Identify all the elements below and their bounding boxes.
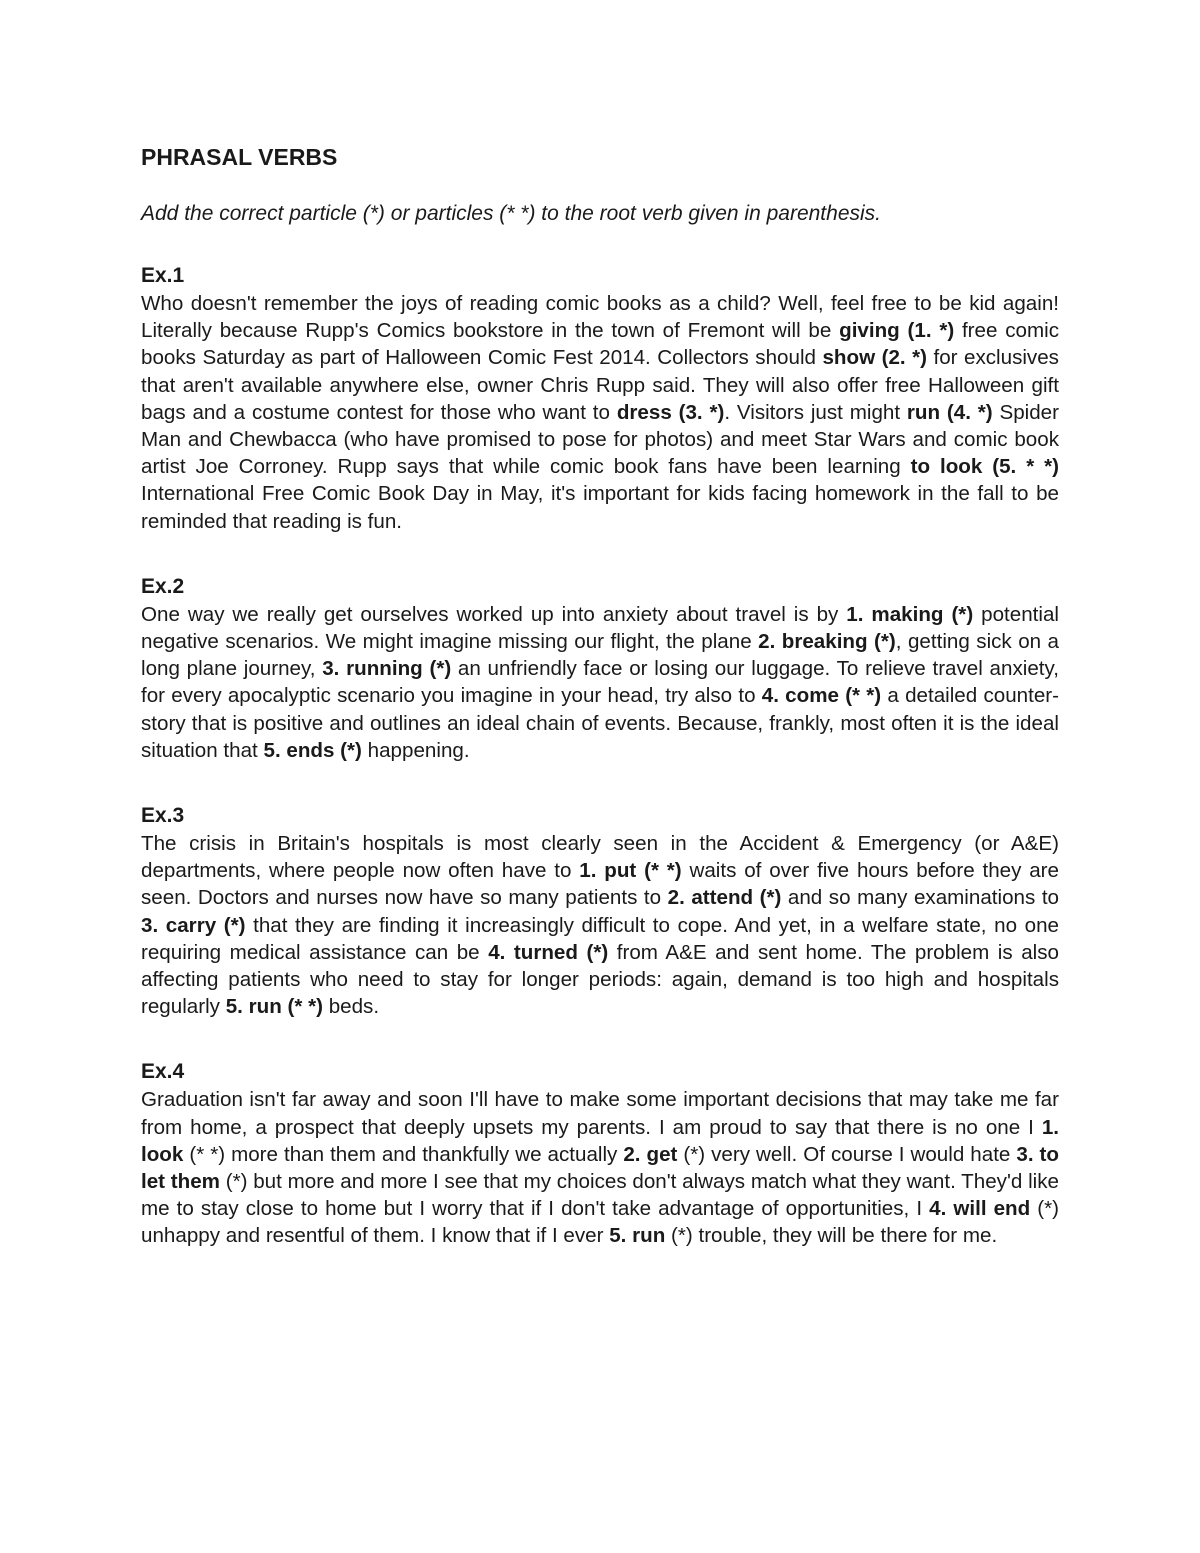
exercise-body bbox=[141, 830, 1059, 1020]
verb-prompt: run (4. *) bbox=[906, 400, 993, 424]
passage-text: beds. bbox=[322, 995, 380, 1019]
verb-prompt: 3. carry (*) bbox=[141, 913, 246, 937]
verb-prompt: show (2. *) bbox=[822, 346, 927, 370]
passage-text: Spider Man and Chewbacca (who have promised to pose for photos) and meet Star Wars and comic book artist Joe Corroney. Rupp says that while comic book fans have been learning bbox=[141, 400, 1059, 479]
verb-prompt: to look (5. * *) bbox=[910, 455, 1060, 479]
exercise-body bbox=[141, 1086, 1059, 1249]
exercise-2 bbox=[141, 573, 1059, 764]
passage-text: (*) trouble, they will be there for me. bbox=[665, 1224, 998, 1248]
document-page bbox=[141, 140, 1059, 1250]
verb-prompt: 2. attend (*) bbox=[667, 886, 782, 910]
passage-text: . Visitors just might bbox=[724, 400, 907, 424]
exercise-1 bbox=[141, 262, 1059, 535]
passage-text: potential negative scenarios. We might imagine missing our flight, the plane bbox=[141, 602, 1059, 654]
passage-text: (*) very well. Of course I would hate bbox=[677, 1142, 1017, 1166]
passage-text: Graduation isn't far away and soon I'll have to make some important decisions that may take me far from home, a prospect that deeply upsets my parents. I am proud to say that there is no one I bbox=[141, 1088, 1059, 1139]
verb-prompt: 1. making (*) bbox=[846, 602, 974, 626]
passage-text: for exclusives that aren't available anywhere else, owner Chris Rupp said. They will also offer free Halloween gift bags and a costume contest for those who want to bbox=[141, 346, 1059, 424]
passage-text: an unfriendly face or losing our luggage. To relieve travel anxiety, for every apocalyptic scenario you imagine in your head, try also to bbox=[141, 657, 1059, 708]
passage-text: (*) unhappy and resentful of them. I know that if I ever bbox=[141, 1197, 1060, 1248]
verb-prompt: 5. run bbox=[609, 1224, 666, 1248]
verb-prompt: 1. look bbox=[141, 1115, 1059, 1166]
passage-text: (*) but more and more I see that my choices don't always match what they want. They'd like me to stay close to home but I worry that if I don't take advantage of opportunities, I bbox=[141, 1170, 1059, 1221]
passage-text: a detailed counter-story that is positive and outlines an ideal chain of events. Because, frankly, most often it is the ideal situation that bbox=[141, 684, 1059, 762]
exercise-heading: Ex.3 bbox=[141, 804, 185, 828]
verb-prompt: 5. run (* *) bbox=[225, 995, 323, 1019]
passage-text: Who doesn't remember the joys of reading comic books as a child? Well, feel free to be kid again! Literally because Rupp's Comics bookstore in the town of Fremont will be bbox=[141, 292, 1059, 343]
verb-prompt: giving (1. *) bbox=[839, 319, 955, 343]
exercise-heading: Ex.2 bbox=[141, 574, 185, 598]
exercise-4 bbox=[141, 1058, 1059, 1249]
passage-text: waits of over five hours before they are seen. Doctors and nurses now have so many patients to bbox=[141, 859, 1059, 910]
passage-text: free comic books Saturday as part of Halloween Comic Fest 2014. Collectors should bbox=[141, 319, 1059, 370]
verb-prompt: 4. will end bbox=[929, 1197, 1031, 1221]
passage-text: and so many examinations to bbox=[781, 886, 1059, 910]
verb-prompt: 2. get bbox=[623, 1142, 678, 1166]
verb-prompt: 3. to let them bbox=[141, 1142, 1059, 1194]
verb-prompt: 3. running (*) bbox=[322, 657, 452, 681]
passage-text: , getting sick on a long plane journey, bbox=[141, 630, 1060, 681]
exercise-heading: Ex.4 bbox=[141, 1060, 185, 1084]
passage-text: from A&E and sent home. The problem is also affecting patients who need to stay for longer periods: again, demand is too high and hospitals regularly bbox=[141, 940, 1059, 1019]
exercise-body bbox=[141, 290, 1059, 535]
verb-prompt: 5. ends (*) bbox=[263, 738, 362, 762]
passage-text: The crisis in Britain's hospitals is most clearly seen in the Accident & Emergency (or A&E) departments, where people now often have to bbox=[141, 832, 1059, 883]
page-title: PHRASAL VERBS bbox=[141, 144, 338, 170]
verb-prompt: dress (3. *) bbox=[616, 400, 725, 424]
passage-text: (* *) more than them and thankfully we actually bbox=[183, 1142, 624, 1166]
verb-prompt: 1. put (* *) bbox=[579, 859, 682, 883]
passage-text: One way we really get ourselves worked up into anxiety about travel is by bbox=[141, 602, 847, 626]
exercise-body bbox=[141, 601, 1059, 764]
passage-text: that they are finding it increasingly difficult to cope. And yet, in a welfare state, no one requiring medical assistance can be bbox=[141, 913, 1059, 964]
verb-prompt: 4. turned (*) bbox=[488, 940, 609, 964]
passage-text: International Free Comic Book Day in May, it's important for kids facing homework in the fall to be reminded that reading is fun. bbox=[141, 482, 1059, 533]
verb-prompt: 2. breaking (*) bbox=[758, 630, 896, 654]
instructions-text: Add the correct particle (*) or particles (* *) to the root verb given in parenthesis. bbox=[141, 202, 882, 225]
passage-text: happening. bbox=[361, 738, 470, 762]
exercise-3 bbox=[141, 802, 1059, 1020]
exercise-heading: Ex.1 bbox=[141, 264, 185, 287]
verb-prompt: 4. come (* *) bbox=[761, 684, 882, 708]
